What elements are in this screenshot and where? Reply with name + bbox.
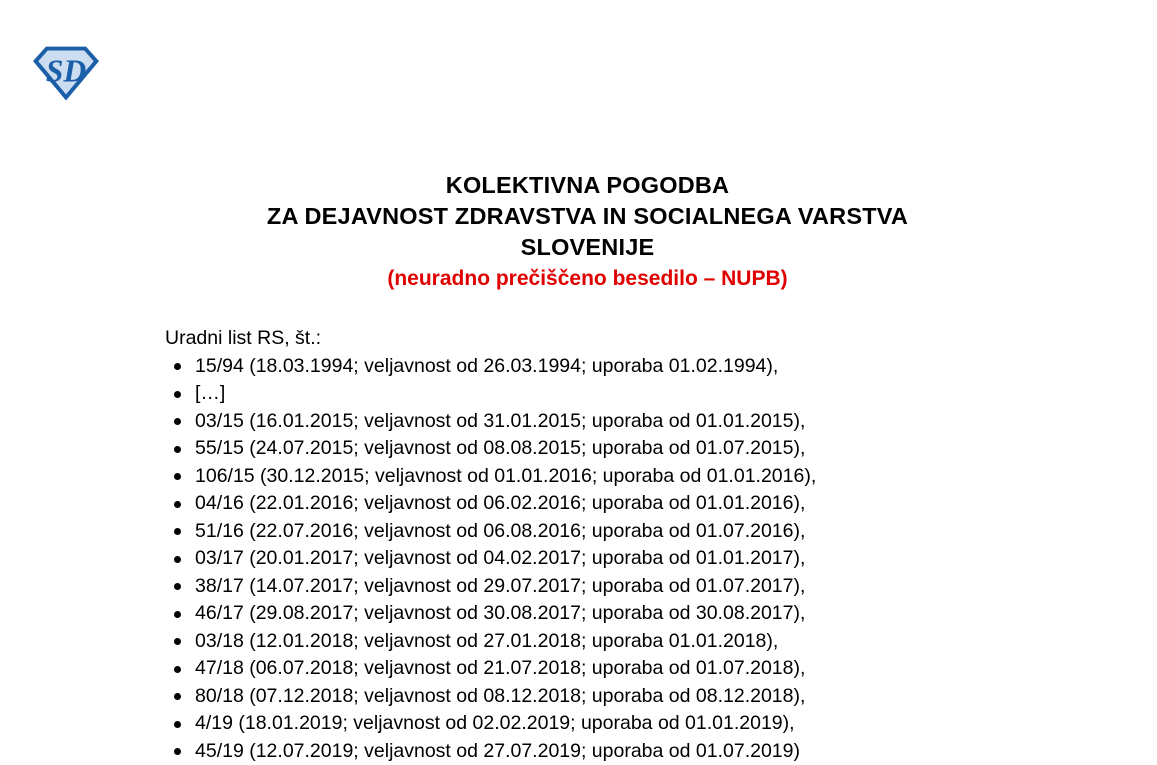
list-item — [165, 655, 1010, 683]
list-item — [165, 353, 1010, 381]
bullet-icon — [174, 473, 181, 480]
title-line-1: KOLEKTIVNA POGODBA — [165, 170, 1010, 201]
gazette-list — [165, 353, 1010, 765]
bullet-icon — [174, 693, 181, 700]
bullet-icon — [174, 666, 181, 673]
bullet-icon — [174, 583, 181, 590]
document-title — [165, 170, 1010, 263]
gazette-section — [165, 325, 1010, 765]
list-item-text: 15/94 (18.03.1994; veljavnost od 26.03.1994; uporaba 01.02.1994), — [195, 355, 778, 377]
sd-diamond-logo — [33, 44, 99, 102]
list-item-text: 04/16 (22.01.2016; veljavnost od 06.02.2016; uporaba od 01.01.2016), — [195, 492, 805, 514]
list-item — [165, 738, 1010, 765]
list-item-text: 47/18 (06.07.2018; veljavnost od 21.07.2018; uporaba od 01.07.2018), — [195, 657, 805, 679]
list-item-text: 03/17 (20.01.2017; veljavnost od 04.02.2017; uporaba od 01.01.2017), — [195, 547, 805, 569]
bullet-icon — [174, 638, 181, 645]
bullet-icon — [174, 501, 181, 508]
list-item-text: 46/17 (29.08.2017; veljavnost od 30.08.2017; uporaba od 30.08.2017), — [195, 602, 805, 624]
title-line-3: SLOVENIJE — [165, 232, 1010, 263]
logo-letters: SD — [46, 54, 87, 89]
list-item-text: 106/15 (30.12.2015; veljavnost od 01.01.2016; uporaba od 01.01.2016), — [195, 465, 816, 487]
list-item — [165, 628, 1010, 656]
list-item-text: 03/15 (16.01.2015; veljavnost od 31.01.2015; uporaba od 01.01.2015), — [195, 410, 805, 432]
bullet-icon — [174, 611, 181, 618]
list-item — [165, 490, 1010, 518]
list-item — [165, 380, 1010, 408]
list-item — [165, 600, 1010, 628]
bullet-icon — [174, 748, 181, 755]
bullet-icon — [174, 721, 181, 728]
list-item-text: 51/16 (22.07.2016; veljavnost od 06.08.2016; uporaba od 01.07.2016), — [195, 520, 805, 542]
list-item — [165, 710, 1010, 738]
list-item — [165, 683, 1010, 711]
bullet-icon — [174, 528, 181, 535]
list-item — [165, 545, 1010, 573]
list-item-text: […] — [195, 382, 225, 404]
list-item — [165, 435, 1010, 463]
list-item-text: 80/18 (07.12.2018; veljavnost od 08.12.2018; uporaba od 08.12.2018), — [195, 685, 805, 707]
bullet-icon — [174, 418, 181, 425]
list-item-text: 55/15 (24.07.2015; veljavnost od 08.08.2015; uporaba od 01.07.2015), — [195, 437, 805, 459]
bullet-icon — [174, 363, 181, 370]
list-item — [165, 518, 1010, 546]
list-item-text: 4/19 (18.01.2019; veljavnost od 02.02.2019; uporaba od 01.01.2019), — [195, 712, 795, 734]
bullet-icon — [174, 391, 181, 398]
list-item-text: 03/18 (12.01.2018; veljavnost od 27.01.2018; uporaba 01.01.2018), — [195, 630, 778, 652]
bullet-icon — [174, 446, 181, 453]
list-item — [165, 573, 1010, 601]
gazette-list-header: Uradni list RS, št.: — [165, 325, 1010, 353]
document-subtitle: (neuradno prečiščeno besedilo – NUPB) — [165, 265, 1010, 293]
list-item — [165, 463, 1010, 491]
list-item-text: 45/19 (12.07.2019; veljavnost od 27.07.2019; uporaba od 01.07.2019) — [195, 740, 800, 762]
list-item — [165, 408, 1010, 436]
title-line-2: ZA DEJAVNOST ZDRAVSTVA IN SOCIALNEGA VARSTVA — [165, 201, 1010, 232]
document-content — [165, 170, 1010, 765]
list-item-text: 38/17 (14.07.2017; veljavnost od 29.07.2017; uporaba od 01.07.2017), — [195, 575, 805, 597]
bullet-icon — [174, 556, 181, 563]
